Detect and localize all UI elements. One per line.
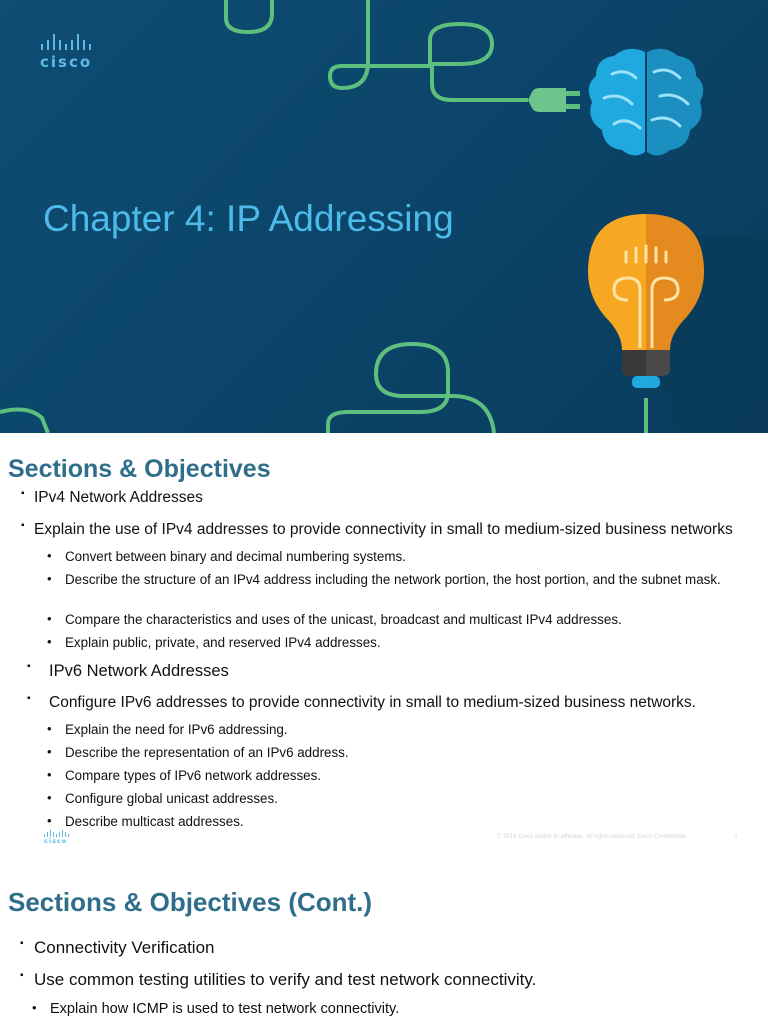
dot-bullet-icon: • xyxy=(47,634,52,649)
sub-bullet xyxy=(32,1000,400,1017)
page-number: 2 xyxy=(734,834,738,840)
bullet-text: Use common testing utilities to verify and test network connectivity. xyxy=(34,970,537,989)
square-bullet-icon: ▪ xyxy=(21,520,25,531)
section-title: Sections & Objectives xyxy=(8,455,271,483)
sub-bullet-text: Describe the representation of an IPv6 address. xyxy=(65,745,349,760)
bullet-text: IPv6 Network Addresses xyxy=(49,662,229,680)
sub-bullet xyxy=(47,634,725,652)
sub-bullet xyxy=(47,767,725,785)
bullet-ipv6-objective xyxy=(27,693,696,712)
square-bullet-icon: ▪ xyxy=(27,661,31,672)
dot-bullet-icon: • xyxy=(47,571,52,586)
dot-bullet-icon: • xyxy=(47,813,52,828)
sub-bullet xyxy=(47,611,725,629)
sub-bullet-text: Compare the characteristics and uses of the unicast, broadcast and multicast IPv4 addresses. xyxy=(65,612,622,627)
sub-bullet-text: Convert between binary and decimal numbering systems. xyxy=(65,549,406,564)
sub-bullet-text: Explain how ICMP is used to test network connectivity. xyxy=(50,1001,400,1017)
sub-bullet xyxy=(47,813,725,831)
dot-bullet-icon: • xyxy=(47,611,52,626)
sub-bullet xyxy=(47,790,725,808)
title-slide xyxy=(0,0,768,433)
plug-icon xyxy=(528,88,580,112)
square-bullet-icon: ▪ xyxy=(27,693,31,704)
objectives-cont-slide xyxy=(0,853,768,1024)
sub-bullet-text: Explain public, private, and reserved IPv4 addresses. xyxy=(65,635,381,650)
bullet-connectivity-verification xyxy=(20,938,215,958)
copyright-notice: © 2016 Cisco and/or its affiliates. All rights reserved. Cisco Confidential xyxy=(497,834,686,840)
square-bullet-icon: ▪ xyxy=(20,970,24,981)
sub-bullet-text: Explain the need for IPv6 addressing. xyxy=(65,722,288,737)
dot-bullet-icon: • xyxy=(47,548,52,563)
sub-bullet xyxy=(47,571,725,589)
cisco-logo xyxy=(40,34,110,71)
sub-bullet-text: Describe the structure of an IPv4 address including the network portion, the host portion, and the subnet mask. xyxy=(65,572,721,587)
cisco-logo-text: cisco xyxy=(44,837,68,845)
sub-bullet-text: Compare types of IPv6 network addresses. xyxy=(65,768,322,783)
bullet-ipv4-network-addresses xyxy=(21,488,203,507)
chapter-title: Chapter 4: IP Addressing xyxy=(43,198,454,239)
section-title: Sections & Objectives (Cont.) xyxy=(8,887,373,917)
brain-icon xyxy=(589,49,703,156)
objectives-slide xyxy=(0,433,768,853)
square-bullet-icon: ▪ xyxy=(21,488,25,499)
dot-bullet-icon: • xyxy=(47,790,52,805)
bullet-text: Connectivity Verification xyxy=(34,938,215,957)
bullet-connectivity-objective xyxy=(20,970,537,990)
cisco-logo-bars xyxy=(44,830,74,837)
cisco-logo xyxy=(44,830,74,845)
bullet-text: Explain the use of IPv4 addresses to provide connectivity in small to medium-sized business networks xyxy=(34,521,733,538)
sub-bullet-text: Describe multicast addresses. xyxy=(65,814,244,829)
dot-bullet-icon: • xyxy=(32,1000,37,1015)
dot-bullet-icon: • xyxy=(47,721,52,736)
cisco-logo-text: cisco xyxy=(40,53,93,71)
bullet-text: Configure IPv6 addresses to provide connectivity in small to medium-sized business networks. xyxy=(49,694,696,711)
square-bullet-icon: ▪ xyxy=(20,938,24,949)
sub-bullet xyxy=(47,548,725,566)
sub-bullet xyxy=(47,744,725,762)
bullet-ipv6-network-addresses xyxy=(27,661,229,681)
sub-bullet-text: Configure global unicast addresses. xyxy=(65,791,278,806)
dot-bullet-icon: • xyxy=(47,744,52,759)
cisco-logo-bars xyxy=(41,34,110,50)
bullet-text: IPv4 Network Addresses xyxy=(34,489,203,506)
dot-bullet-icon: • xyxy=(47,767,52,782)
bullet-ipv4-objective xyxy=(21,520,733,539)
sub-bullet xyxy=(47,721,725,739)
